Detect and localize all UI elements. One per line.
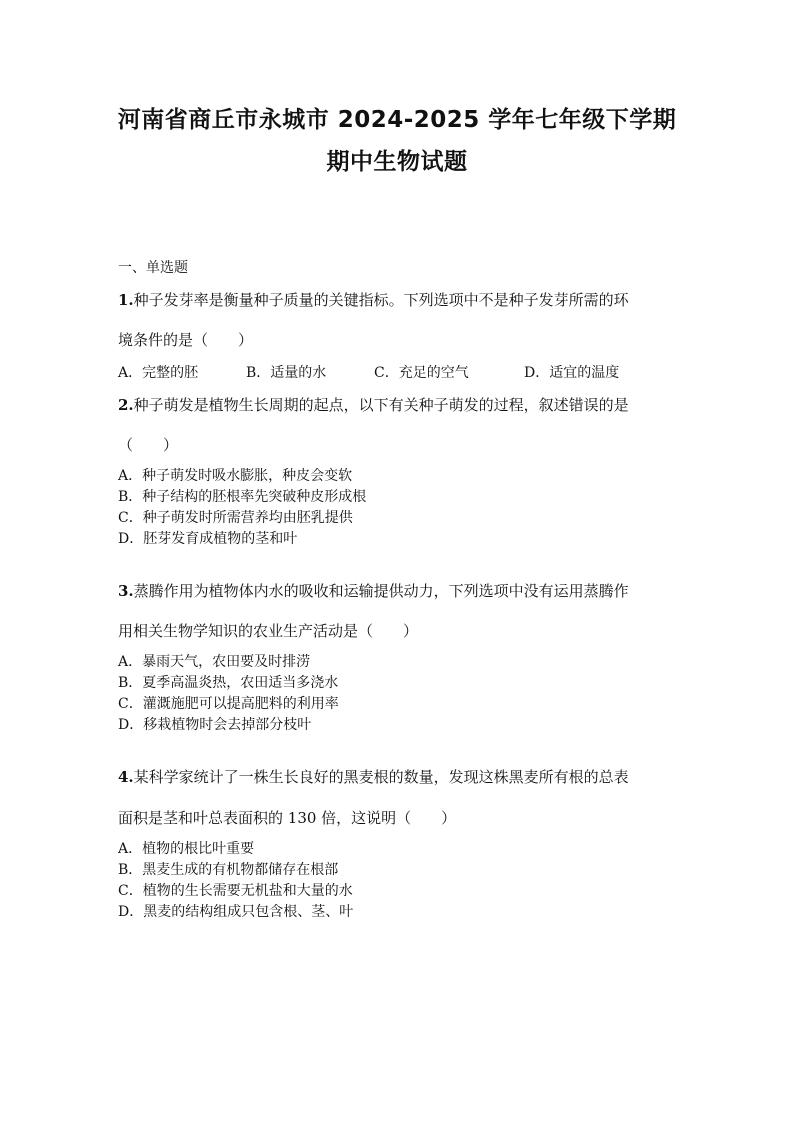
question-3-option-d: D．移栽植物时会去掉部分枝叶 [118, 717, 312, 733]
question-2-stem-line-2: （ ） [118, 436, 179, 454]
question-3-option-b: B．夏季高温炎热，农田适当多浇水 [118, 675, 339, 691]
question-1-stem-text: 种子发芽率是衡量种子质量的关键指标。下列选项中不是种子发芽所需的环 [133, 291, 629, 309]
question-4-stem-line-1 [118, 767, 629, 787]
page-title-line-1: 河南省商丘市永城市 2024-2025 学年七年级下学期 [117, 107, 677, 133]
question-2-option-d: D．胚芽发育成植物的茎和叶 [118, 531, 298, 547]
question-1-stem-line-2: 境条件的是（ ） [118, 331, 254, 349]
question-1-option-c: C．充足的空气 [374, 365, 469, 381]
question-2-number: 2. [118, 396, 134, 414]
question-3-number: 3. [118, 582, 134, 600]
question-4-option-d: D．黑麦的结构组成只包含根、茎、叶 [118, 904, 354, 920]
question-4-stem-text: 某科学家统计了一株生长良好的黑麦根的数量，发现这株黑麦所有根的总表 [133, 768, 629, 786]
question-1-number: 1. [118, 291, 134, 309]
question-4-number: 4. [118, 768, 134, 786]
question-2-option-b: B．种子结构的胚根率先突破种皮形成根 [118, 489, 367, 505]
question-4-option-a: A．植物的根比叶重要 [118, 841, 255, 857]
section-heading: 一、单选题 [118, 260, 188, 276]
question-3-stem-line-1 [118, 581, 629, 601]
question-3-option-c: C．灌溉施肥可以提高肥料的利用率 [118, 696, 339, 712]
question-4-stem-line-2: 面积是茎和叶总表面积的 130 倍，这说明（ ） [118, 809, 457, 827]
question-4-option-b: B．黑麦生成的有机物都储存在根部 [118, 862, 339, 878]
page-title-line-2: 期中生物试题 [326, 149, 468, 175]
question-3-option-a: A．暴雨天气，农田要及时排涝 [118, 654, 311, 670]
question-1-option-d: D．适宜的温度 [524, 365, 620, 381]
question-1-stem-line-1 [118, 290, 629, 310]
question-1-option-b: B．适量的水 [246, 365, 327, 381]
question-2-stem-line-1 [118, 395, 629, 415]
question-2-option-c: C．种子萌发时所需营养均由胚乳提供 [118, 510, 353, 526]
question-2-stem-text: 种子萌发是植物生长周期的起点，以下有关种子萌发的过程，叙述错误的是 [133, 396, 629, 414]
question-2-option-a: A．种子萌发时吸水膨胀，种皮会变软 [118, 468, 353, 484]
question-4-option-c: C．植物的生长需要无机盐和大量的水 [118, 883, 353, 899]
question-3-stem-line-2: 用相关生物学知识的农业生产活动是（ ） [118, 622, 419, 640]
question-1-option-a: A．完整的胚 [118, 365, 199, 381]
question-3-stem-text: 蒸腾作用为植物体内水的吸收和运输提供动力，下列选项中没有运用蒸腾作 [133, 582, 629, 600]
